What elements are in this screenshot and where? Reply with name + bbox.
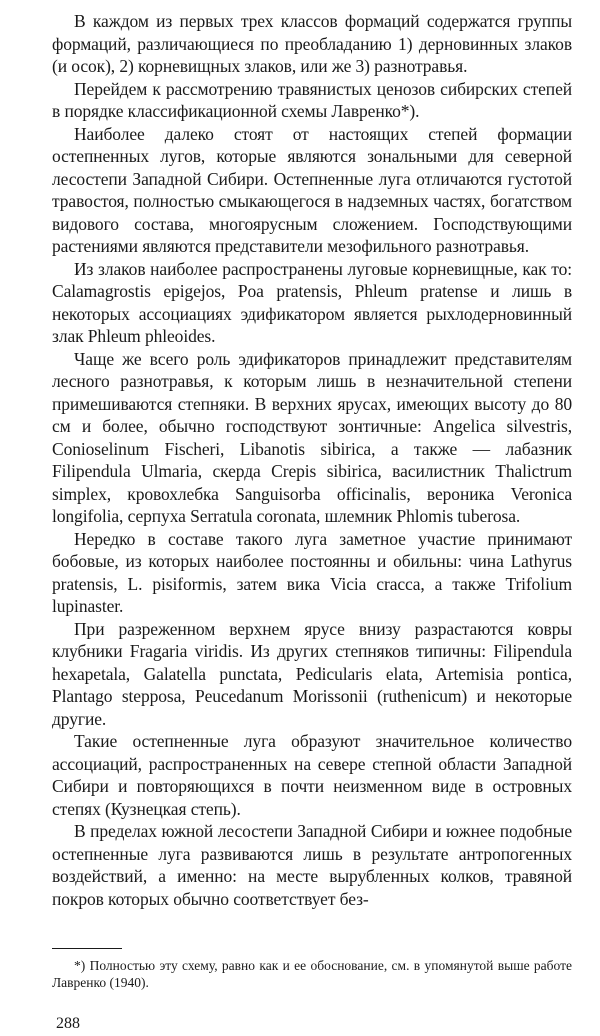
paragraph-6: Нередко в составе такого луга заметное участие принимают бобовые, из которых наиболее постоянны и обильны: чина Lathyrus pratensis, L. pisiformis, затем вика Vicia cracca, а также Trifolium lupinaster. bbox=[52, 528, 572, 616]
page-number: 288 bbox=[56, 1015, 80, 1032]
footnote: *) Полностью эту схему, равно как и ее обоснование, см. в упомянутой выше работе Лавренко (1940). bbox=[52, 958, 572, 990]
paragraph-7: При разреженном верхнем ярусе внизу разрастаются ковры клубники Fragaria viridis. Из других степняков типичны: Filipendula hexapetala, Galatella punctata, Pedicularis elata, Artemisia pontica, Plantago stepposa, Peucedanum Morissonii (ruthenicum) и некоторые другие. bbox=[52, 618, 572, 729]
paragraph-1: В каждом из первых трех классов формаций содержатся группы формаций, различающиеся по преобладанию 1) дерновинных злаков (и осок), 2) корневищных злаков, или же 3) разнотравья. bbox=[52, 11, 572, 76]
paragraph-8: Такие остепненные луга образуют значительное количество ассоциаций, распространенных на севере степной области Западной Сибири и повторяющихся в почти неизменном виде в островных степях (Кузнецкая степь). bbox=[52, 731, 572, 819]
paragraph-2: Перейдем к рассмотрению травянистых ценозов сибирских степей в порядке классификационной схемы Лавренко*). bbox=[52, 78, 572, 121]
paragraph-3: Наиболее далеко стоят от настоящих степей формации остепненных лугов, которые являются зональными для северной лесостепи Западной Сибири. Остепненные луга отличаются густотой травостоя, полностью смыкающегося в надземных частях, богатством видового состава, многоярусным сложением. Господствующими растениями являются представители мезофильного разнотравья. bbox=[52, 123, 572, 256]
footnote-divider bbox=[52, 948, 122, 949]
book-page bbox=[52, 10, 572, 1036]
paragraph-4: Из злаков наиболее распространены луговые корневищные, как то: Calamagrostis epigejos, Poa pratensis, Phleum pratense и лишь в некоторых ассоциациях эдификатором является рыхлодерновинный злак Phleum phleoides. bbox=[52, 258, 572, 346]
paragraph-5: Чаще же всего роль эдификаторов принадлежит представителям лесного разнотравья, к которым лишь в незначительной степени примешиваются степняки. В верхних ярусах, имеющих высоту до 80 см и более, обычно господствуют зонтичные: Angelica silvestris, Conioselinum Fischeri, Libanotis sibirica, а также — лабазник Filipendula Ulmaria, скерда Crepis sibirica, василистник Thalictrum simplex, кровохлебка Sanguisorba officinalis, вероника Veronica longifolia, серпуха Serratula coronata, шлемник Phlomis tuberosa. bbox=[52, 348, 572, 526]
paragraph-9: В пределах южной лесостепи Западной Сибири и южнее подобные остепненные луга развиваются лишь в результате антропогенных воздействий, а именно: на месте вырубленных колков, травяной покров которых обычно соответствует без- bbox=[52, 821, 572, 909]
